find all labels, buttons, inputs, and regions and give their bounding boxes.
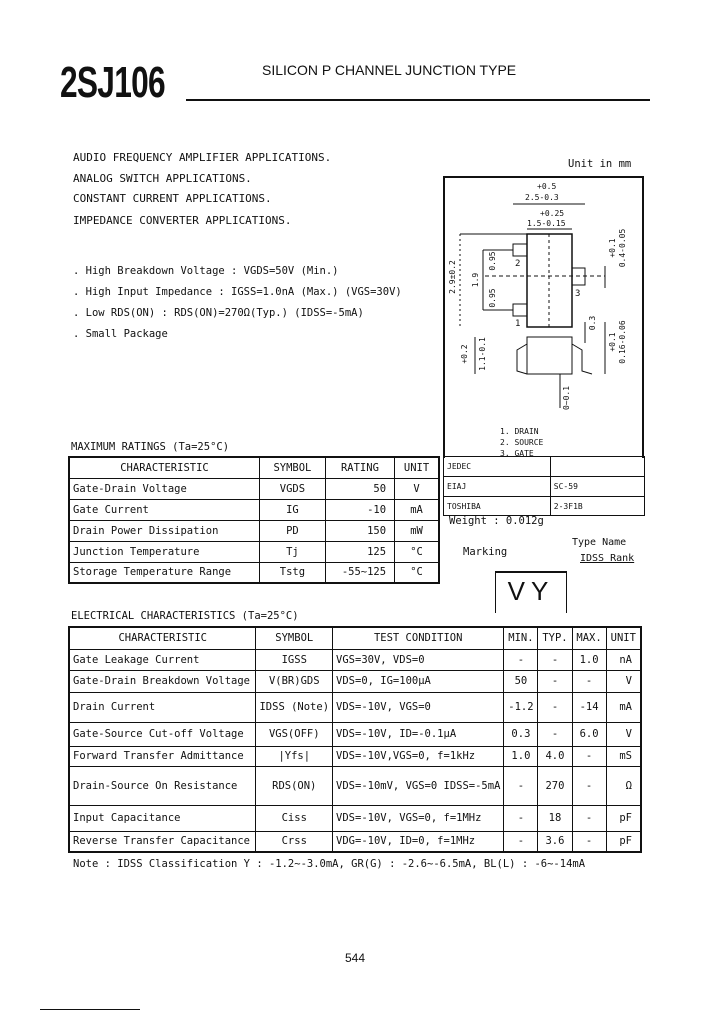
table-cell: Storage Temperature Range (69, 562, 260, 583)
dim-label: +0.5 (537, 182, 557, 191)
table-cell: Junction Temperature (69, 541, 260, 562)
table-cell: - (572, 746, 606, 766)
table-cell: 1.0 (504, 746, 538, 766)
table-cell: - (572, 805, 606, 831)
table-cell: °C (395, 541, 439, 562)
table-cell: V (606, 670, 641, 692)
dim-label: +0.25 (540, 209, 565, 218)
max-ratings-table (68, 456, 440, 584)
standard-value: SC-59 (550, 477, 644, 497)
table-cell: Tstg (260, 562, 326, 583)
table-cell: Gate-Drain Voltage (69, 478, 260, 499)
table-cell: - (572, 831, 606, 852)
idss-note: Note : IDSS Classification Y : -1.2~-3.0mA, GR(G) : -2.6~-6.5mA, BL(L) : -6~-14mA (73, 858, 586, 870)
table-row (69, 499, 439, 520)
package-standards-table (443, 456, 645, 516)
table-cell: Gate-Source Cut-off Voltage (69, 722, 256, 746)
table-cell: 4.0 (538, 746, 572, 766)
pin-number: 1 (515, 319, 521, 329)
table-cell: pF (606, 805, 641, 831)
table-cell: VDS=-10mV, VGS=0 IDSS=-5mA (333, 766, 504, 805)
table-row (69, 692, 641, 722)
dim-label: 0.3 (588, 315, 597, 331)
feature: . High Input Impedance : IGSS=1.0nA (Max.) (VGS=30V) (73, 286, 402, 298)
pin-label: 1. DRAIN (500, 427, 539, 436)
table-cell: VDG=-10V, ID=0, f=1MHz (333, 831, 504, 852)
table-cell: - (538, 722, 572, 746)
table-cell: VGS(OFF) (256, 722, 333, 746)
table-cell: Gate Current (69, 499, 260, 520)
dim-label: 0.4-0.05 (618, 228, 627, 268)
table-cell: IDSS (Note) (256, 692, 333, 722)
table-cell: |Yfs| (256, 746, 333, 766)
standard-name: JEDEC (444, 457, 551, 477)
table-cell: - (504, 766, 538, 805)
application: ANALOG SWITCH APPLICATIONS. (73, 172, 252, 185)
table-cell: VGDS (260, 478, 326, 499)
dim-label: 2.5-0.3 (525, 193, 559, 202)
table-cell: Ω (606, 766, 641, 805)
feature: . Small Package (73, 328, 168, 340)
column-header: RATING (325, 457, 394, 478)
dim-label: 0.16-0.06 (618, 320, 627, 364)
table-cell: 0.3 (504, 722, 538, 746)
table-cell: - (538, 670, 572, 692)
marking-chars: VY (495, 571, 567, 613)
dim-label: 0.95 (488, 288, 497, 308)
table-row (69, 746, 641, 766)
package-drawing-frame (443, 176, 644, 458)
part-number: 2SJ106 (60, 58, 165, 107)
table-cell: - (572, 670, 606, 692)
table-cell: 270 (538, 766, 572, 805)
table-cell: VDS=-10V, ID=-0.1μA (333, 722, 504, 746)
table-cell: 18 (538, 805, 572, 831)
table-cell: 6.0 (572, 722, 606, 746)
marking-label: Marking (463, 546, 508, 558)
table-cell: mW (395, 520, 439, 541)
table-cell: 50 (325, 478, 394, 499)
dim-label: 0~0.1 (562, 385, 571, 411)
table-cell: 150 (325, 520, 394, 541)
dim-label: +0.1 (608, 238, 617, 258)
table-cell: Forward Transfer Admittance (69, 746, 256, 766)
standard-name: EIAJ (444, 477, 551, 497)
column-header: UNIT (395, 457, 439, 478)
column-header: CHARACTERISTIC (69, 457, 260, 478)
standard-value: 2-3F1B (550, 497, 644, 516)
column-header: TEST CONDITION (333, 627, 504, 649)
electrical-characteristics-table (68, 626, 642, 853)
elec-title: ELECTRICAL CHARACTERISTICS (Ta=25°C) (71, 610, 299, 622)
table-cell: - (504, 649, 538, 670)
table-cell: °C (395, 562, 439, 583)
table-cell: Crss (256, 831, 333, 852)
table-row (69, 722, 641, 746)
table-row (69, 649, 641, 670)
package-outline-drawing (445, 178, 642, 458)
page-number: 544 (345, 951, 366, 965)
table-cell: Ciss (256, 805, 333, 831)
table-cell: mS (606, 746, 641, 766)
max-ratings-title: MAXIMUM RATINGS (Ta=25°C) (71, 441, 230, 453)
table-cell: Tj (260, 541, 326, 562)
pin-number: 2 (515, 259, 521, 269)
dim-label: 2.9±0.2 (448, 260, 457, 294)
table-row (69, 520, 439, 541)
table-cell: Gate-Drain Breakdown Voltage (69, 670, 256, 692)
column-header: TYP. (538, 627, 572, 649)
application: AUDIO FREQUENCY AMPLIFIER APPLICATIONS. (73, 151, 332, 164)
table-row (69, 670, 641, 692)
table-cell: mA (395, 499, 439, 520)
column-header: MAX. (572, 627, 606, 649)
weight: Weight : 0.012g (449, 515, 544, 527)
table-cell: V (606, 722, 641, 746)
table-cell: 1.0 (572, 649, 606, 670)
table-cell: RDS(ON) (256, 766, 333, 805)
table-cell: Input Capacitance (69, 805, 256, 831)
table-cell: Drain Power Dissipation (69, 520, 260, 541)
table-cell: -14 (572, 692, 606, 722)
table-cell: - (504, 831, 538, 852)
table-cell: Drain-Source On Resistance (69, 766, 256, 805)
column-header: CHARACTERISTIC (69, 627, 256, 649)
pin-label: 3. GATE (500, 449, 534, 458)
table-cell: - (538, 649, 572, 670)
feature: . Low RDS(ON) : RDS(ON)=270Ω(Typ.) (IDSS=-5mA) (73, 307, 364, 319)
table-cell: VDS=-10V, VGS=0 (333, 692, 504, 722)
table-cell: 125 (325, 541, 394, 562)
table-cell: -10 (325, 499, 394, 520)
table-cell: -55~125 (325, 562, 394, 583)
application: IMPEDANCE CONVERTER APPLICATIONS. (73, 214, 292, 227)
table-cell: 50 (504, 670, 538, 692)
footer-rule (40, 1009, 140, 1010)
idss-rank-label: IDSS Rank (580, 553, 635, 564)
table-cell: IGSS (256, 649, 333, 670)
subtitle: SILICON P CHANNEL JUNCTION TYPE (262, 62, 517, 78)
table-cell: Reverse Transfer Capacitance (69, 831, 256, 852)
standard-value (550, 457, 644, 477)
unit-label: Unit in mm (568, 158, 632, 170)
table-cell: - (538, 692, 572, 722)
dim-label: +0.1 (608, 332, 617, 352)
application: CONSTANT CURRENT APPLICATIONS. (73, 192, 272, 205)
table-cell: -1.2 (504, 692, 538, 722)
table-row (69, 562, 439, 583)
dim-label: 1.9 (471, 272, 480, 288)
table-cell: V (395, 478, 439, 499)
feature: . High Breakdown Voltage : VGDS=50V (Min.) (73, 265, 339, 277)
column-header: SYMBOL (256, 627, 333, 649)
table-row (69, 805, 641, 831)
table-cell: VDS=-10V,VGS=0, f=1kHz (333, 746, 504, 766)
column-header: MIN. (504, 627, 538, 649)
table-cell: VDS=-10V, VGS=0, f=1MHz (333, 805, 504, 831)
table-cell: VGS=30V, VDS=0 (333, 649, 504, 670)
table-cell: VDS=0, IG=100μA (333, 670, 504, 692)
table-cell: nA (606, 649, 641, 670)
dim-label: 1.5-0.15 (527, 219, 566, 228)
table-row (69, 478, 439, 499)
standard-name: TOSHIBA (444, 497, 551, 516)
table-cell: Drain Current (69, 692, 256, 722)
dim-label: +0.2 (460, 344, 469, 364)
column-header: SYMBOL (260, 457, 326, 478)
table-cell: pF (606, 831, 641, 852)
pin-label: 2. SOURCE (500, 438, 544, 447)
table-cell: IG (260, 499, 326, 520)
table-cell: mA (606, 692, 641, 722)
table-cell: - (572, 766, 606, 805)
table-row (69, 766, 641, 805)
dim-label: 0.95 (488, 251, 497, 271)
pin-number: 3 (575, 289, 581, 299)
dim-label: 1.1-0.1 (478, 337, 487, 371)
table-row (69, 831, 641, 852)
table-cell: Gate Leakage Current (69, 649, 256, 670)
column-header: UNIT (606, 627, 641, 649)
table-cell: PD (260, 520, 326, 541)
table-cell: - (504, 805, 538, 831)
table-cell: 3.6 (538, 831, 572, 852)
table-row (69, 541, 439, 562)
table-cell: V(BR)GDS (256, 670, 333, 692)
title-rule (186, 99, 650, 101)
type-name-label: Type Name (572, 537, 627, 548)
